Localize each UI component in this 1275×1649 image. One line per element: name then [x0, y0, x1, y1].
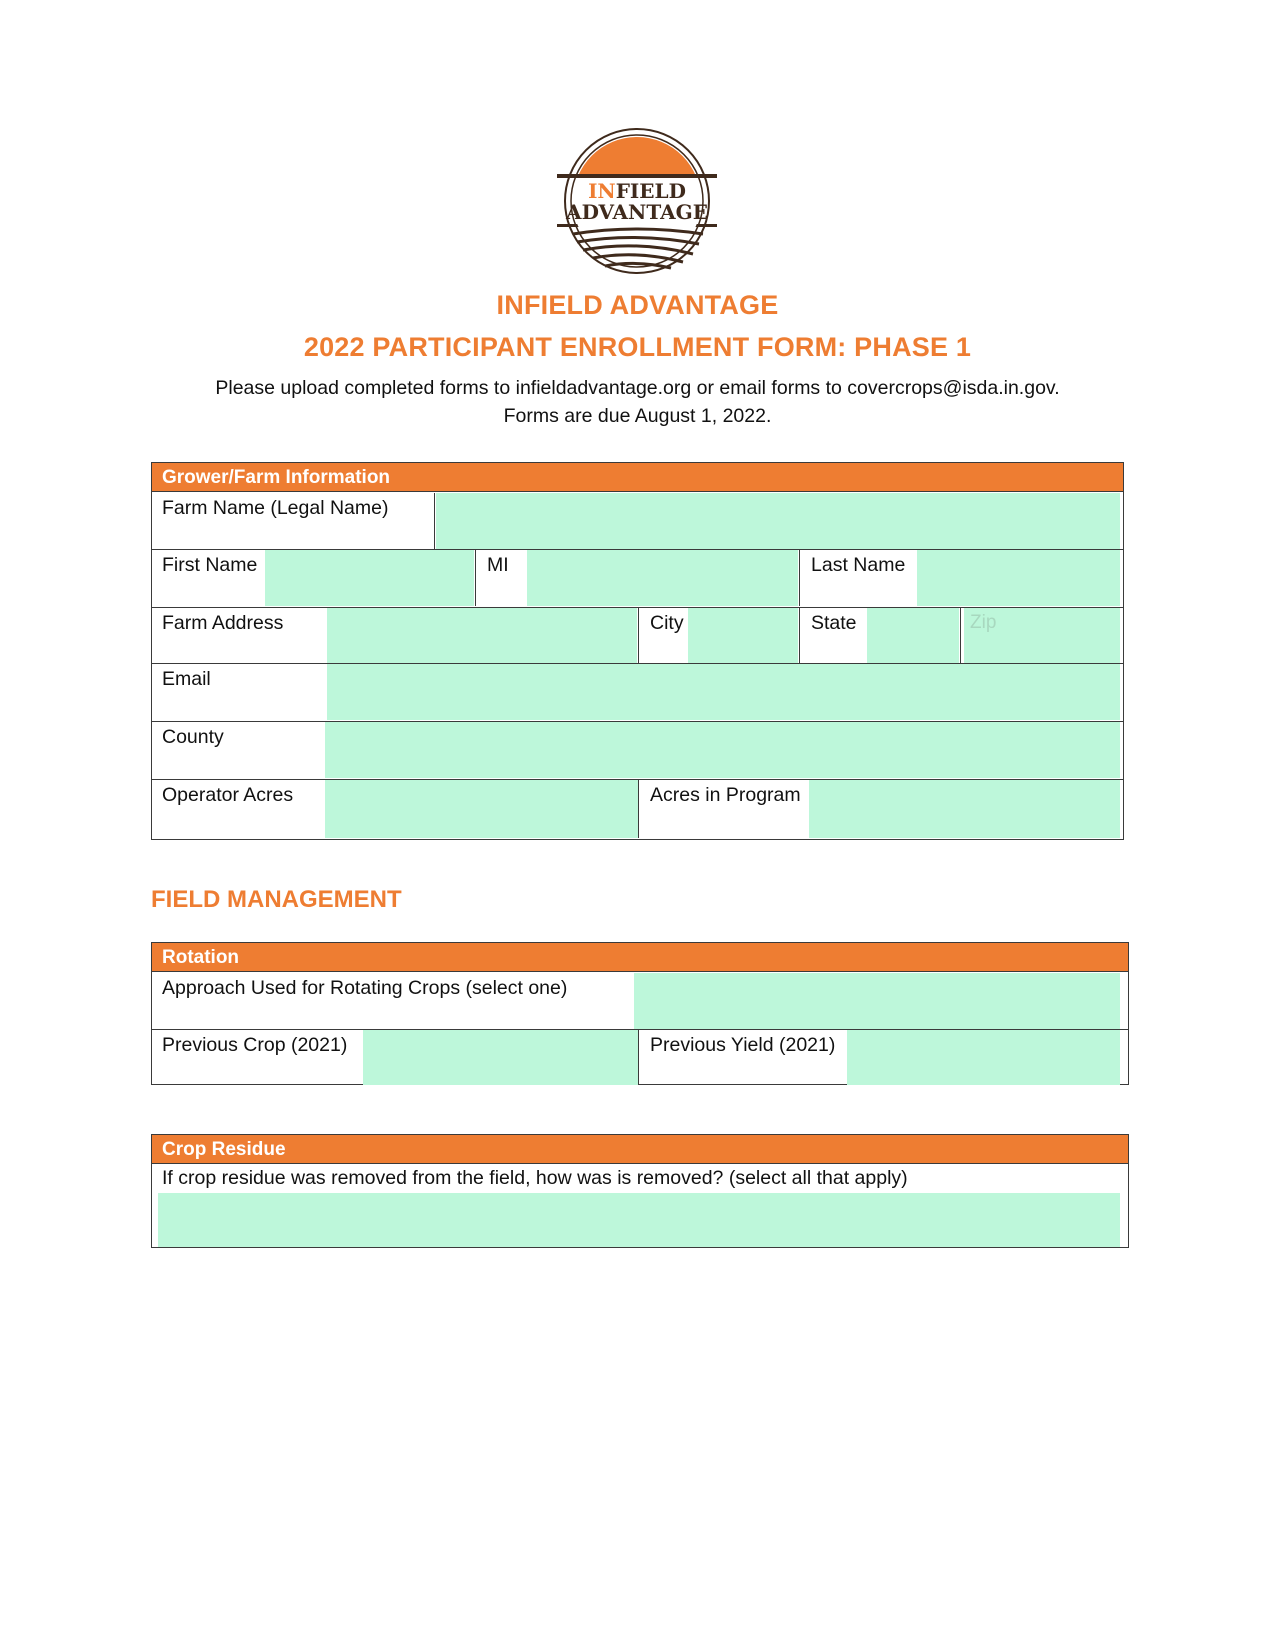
acres-in-program-label: Acres in Program: [650, 784, 801, 806]
rotation-section: [151, 942, 1129, 1085]
county-label: County: [162, 726, 224, 748]
grower-farm-information-section: [151, 462, 1124, 840]
acres-in-program-field[interactable]: [809, 780, 1120, 838]
state-label: State: [811, 612, 857, 634]
infield-advantage-logo: [553, 128, 721, 274]
farm-name-row: [152, 493, 1123, 549]
first-name-field[interactable]: [265, 550, 474, 606]
farm-name-field[interactable]: [436, 493, 1120, 549]
logo-text-field: FIELD: [615, 179, 686, 203]
previous-crop-label: Previous Crop (2021): [162, 1034, 348, 1056]
first-name-label: First Name: [162, 554, 258, 576]
mi-label: MI: [487, 554, 509, 576]
acres-row: [152, 779, 1123, 838]
page-title: INFIELD ADVANTAGE: [496, 290, 779, 320]
address-row: [152, 607, 1123, 664]
rotation-approach-label: Approach Used for Rotating Crops (select one): [162, 977, 568, 999]
farm-address-label: Farm Address: [162, 612, 284, 634]
farm-address-field[interactable]: [327, 608, 637, 664]
county-field[interactable]: [325, 722, 1120, 778]
rotation-approach-row: [152, 973, 1128, 1029]
crop-residue-section: [151, 1134, 1129, 1248]
grower-farm-information-header: Grower/Farm Information: [152, 463, 1123, 492]
previous-crop-field[interactable]: [363, 1030, 638, 1085]
crop-residue-removal-select[interactable]: [158, 1193, 1120, 1247]
logo-text-in: IN: [588, 179, 616, 203]
last-name-field[interactable]: [917, 550, 1120, 606]
email-field[interactable]: [327, 664, 1120, 720]
crop-residue-row: [152, 1165, 1128, 1247]
rotation-header: Rotation: [152, 943, 1128, 972]
previous-yield-label: Previous Yield (2021): [650, 1034, 836, 1056]
state-field[interactable]: [867, 608, 959, 664]
last-name-label: Last Name: [811, 554, 906, 576]
form-subtitle: 2022 PARTICIPANT ENROLLMENT FORM: PHASE 1: [303, 332, 972, 362]
crop-residue-question: If crop residue was removed from the field, how was is removed? (select all that apply): [162, 1167, 908, 1189]
field-management-heading: FIELD MANAGEMENT: [151, 886, 402, 913]
previous-yield-field[interactable]: [847, 1030, 1120, 1085]
operator-acres-field[interactable]: [325, 780, 638, 838]
county-row: [152, 721, 1123, 778]
operator-acres-label: Operator Acres: [162, 784, 294, 806]
city-label: City: [650, 612, 684, 634]
crop-residue-header: Crop Residue: [152, 1135, 1128, 1164]
email-label: Email: [162, 668, 211, 690]
name-row: [152, 549, 1123, 606]
city-field[interactable]: [688, 608, 798, 664]
upload-instructions: Please upload completed forms to infieldadvantage.org or email forms to covercrops@isda.in.gov.: [215, 377, 1060, 399]
farm-name-label: Farm Name (Legal Name): [162, 497, 389, 519]
previous-crop-row: [152, 1029, 1128, 1085]
rotation-approach-select[interactable]: [634, 973, 1120, 1029]
zip-field[interactable]: Zip: [964, 608, 1120, 664]
mi-field[interactable]: [527, 550, 798, 606]
logo-text-advantage: ADVANTAGE: [566, 200, 708, 224]
email-row: [152, 663, 1123, 720]
due-date: Forms are due August 1, 2022.: [503, 405, 772, 427]
